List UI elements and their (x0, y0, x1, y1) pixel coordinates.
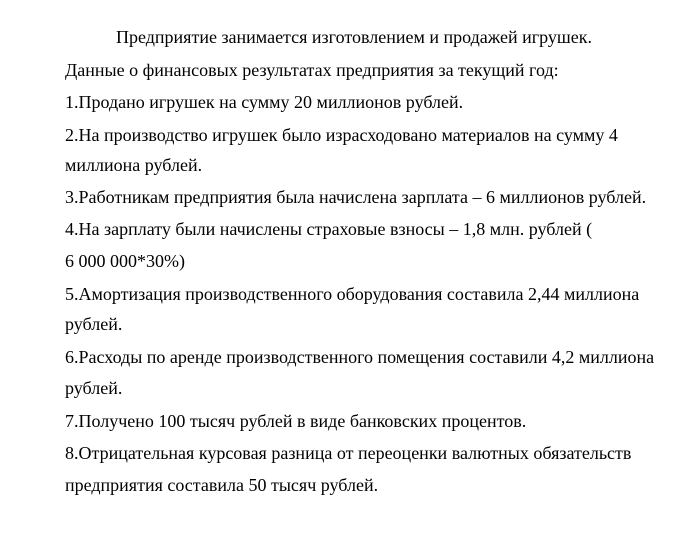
item-2-line-2: миллиона рублей. (65, 155, 203, 175)
item-3: 3.Работникам предприятия была начислена зарплата – 6 миллионов рублей. (65, 187, 647, 207)
item-7: 7.Получено 100 тысяч рублей в виде банковских процентов. (65, 411, 527, 431)
item-2-line-1: 2.На производство игрушек было израсходовано материалов на сумму 4 (65, 125, 618, 145)
item-5-line-1: 5.Амортизация производственного оборудования составила 2,44 миллиона (65, 284, 640, 304)
item-6-line-1: 6.Расходы по аренде производственного помещения составили 4,2 миллиона (65, 347, 655, 367)
item-8-line-2: предприятия составила 50 тысяч рублей. (65, 475, 379, 495)
item-4-line-1: 4.На зарплату были начислены страховые взносы – 1,8 млн. рублей ( (65, 219, 593, 239)
item-1: 1.Продано игрушек на сумму 20 миллионов рублей. (65, 92, 464, 112)
intro-text: Предприятие занимается изготовлением и продажей игрушек. (116, 27, 592, 47)
item-4-line-2: 6 000 000*30%) (65, 251, 185, 271)
item-8-line-1: 8.Отрицательная курсовая разница от переоценки валютных обязательств (65, 443, 632, 463)
item-6-line-2: рублей. (65, 378, 123, 398)
item-5-line-2: рублей. (65, 314, 123, 334)
data-heading: Данные о финансовых результатах предприятия за текущий год: (65, 60, 559, 80)
